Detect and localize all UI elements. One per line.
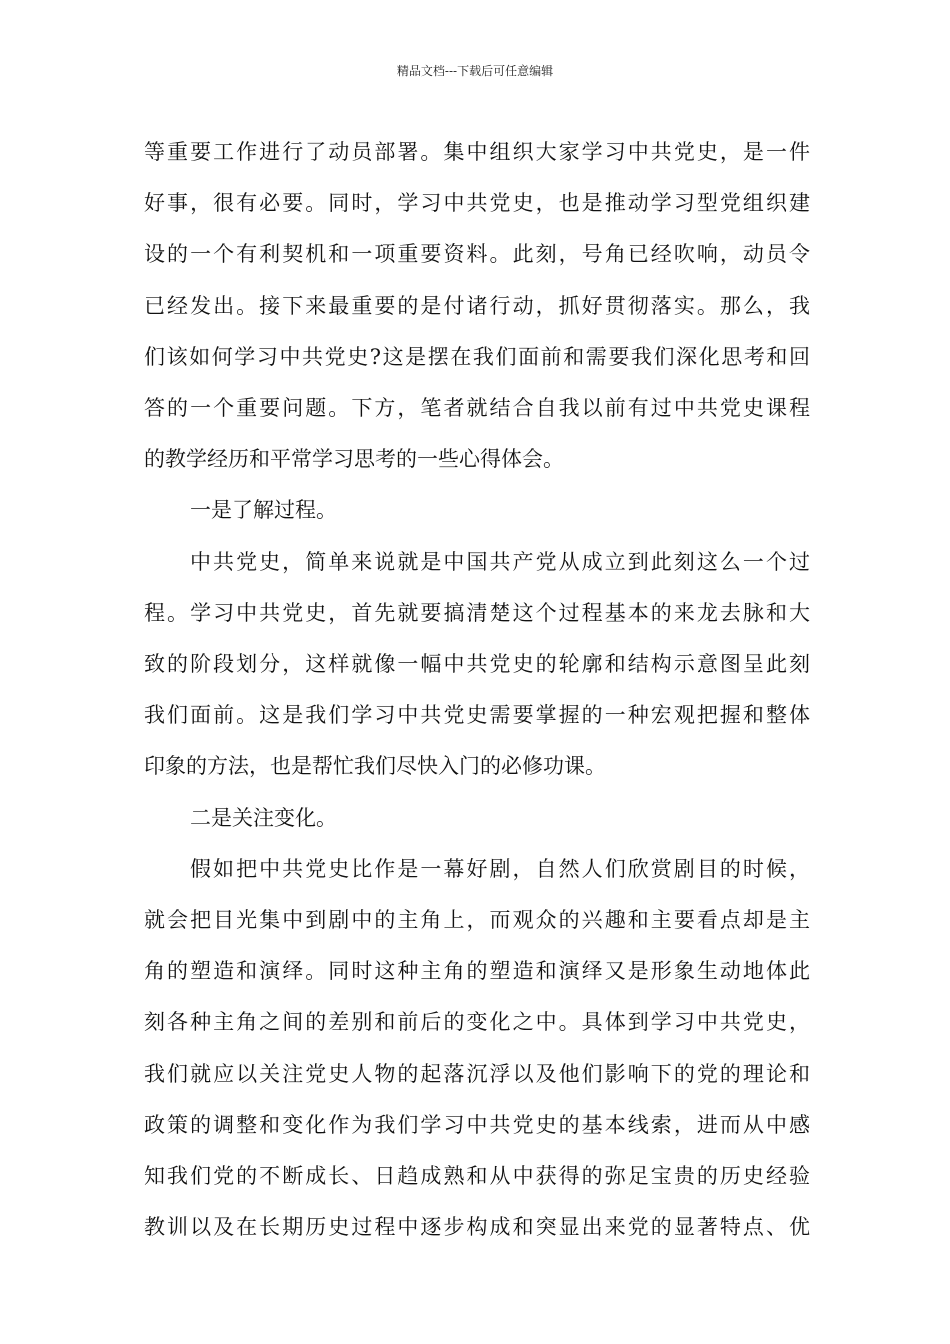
paragraph <box>144 537 810 793</box>
text-line: 二是关注变化。 <box>190 805 337 830</box>
paragraph <box>144 127 810 485</box>
text-line: 我们就应以关注党史人物的起落沉浮以及他们影响下的党的理论和 <box>144 1061 810 1086</box>
text-line: 中共党史，简单来说就是中国共产党从成立到此刻这么一个过 <box>190 549 810 574</box>
text-line: 刻各种主角之间的差别和前后的变化之中。具体到学习中共党史， <box>144 1010 810 1035</box>
text-line: 一是了解过程。 <box>190 498 337 523</box>
section-heading <box>144 485 810 536</box>
text-line: 我们面前。这是我们学习中共党史需要掌握的一种宏观把握和整体 <box>144 703 810 728</box>
text-line: 的教学经历和平常学习思考的一些心得体会。 <box>144 447 564 472</box>
text-line: 程。学习中共党史，首先就要搞清楚这个过程基本的来龙去脉和大 <box>144 600 810 625</box>
text-line: 答的一个重要问题。下方，笔者就结合自我以前有过中共党史课程 <box>144 396 810 421</box>
text-line: 就会把目光集中到剧中的主角上，而观众的兴趣和主要看点却是主 <box>144 908 810 933</box>
document-body <box>144 127 810 1253</box>
page-header: 精品文档---下载后可任意编辑 <box>396 64 554 78</box>
text-line: 好事，很有必要。同时，学习中共党史，也是推动学习型党组织建 <box>144 191 810 216</box>
text-line: 等重要工作进行了动员部署。集中组织大家学习中共党史，是一件 <box>144 140 810 164</box>
text-line: 假如把中共党史比作是一幕好剧，自然人们欣赏剧目的时候， <box>190 856 810 881</box>
text-line: 政策的调整和变化作为我们学习中共党史的基本线索，进而从中感 <box>144 1112 810 1137</box>
text-line: 们该如何学习中共党史?这是摆在我们面前和需要我们深化思考和回 <box>144 344 810 369</box>
text-line: 教训以及在长期历史过程中逐步构成和突显出来党的显著特点、优 <box>144 1215 810 1240</box>
section-heading <box>144 793 810 844</box>
text-line: 设的一个有利契机和一项重要资料。此刻，号角已经吹响，动员令 <box>144 242 810 267</box>
text-line: 知我们党的不断成长、日趋成熟和从中获得的弥足宝贵的历史经验 <box>144 1164 810 1189</box>
paragraph <box>144 844 810 1254</box>
text-line: 已经发出。接下来最重要的是付诸行动，抓好贯彻落实。那么，我 <box>144 293 810 318</box>
text-line: 致的阶段划分，这样就像一幅中共党史的轮廓和结构示意图呈此刻 <box>144 652 810 677</box>
text-line: 角的塑造和演绎。同时这种主角的塑造和演绎又是形象生动地体此 <box>144 959 810 984</box>
text-line: 印象的方法，也是帮忙我们尽快入门的必修功课。 <box>144 754 606 779</box>
